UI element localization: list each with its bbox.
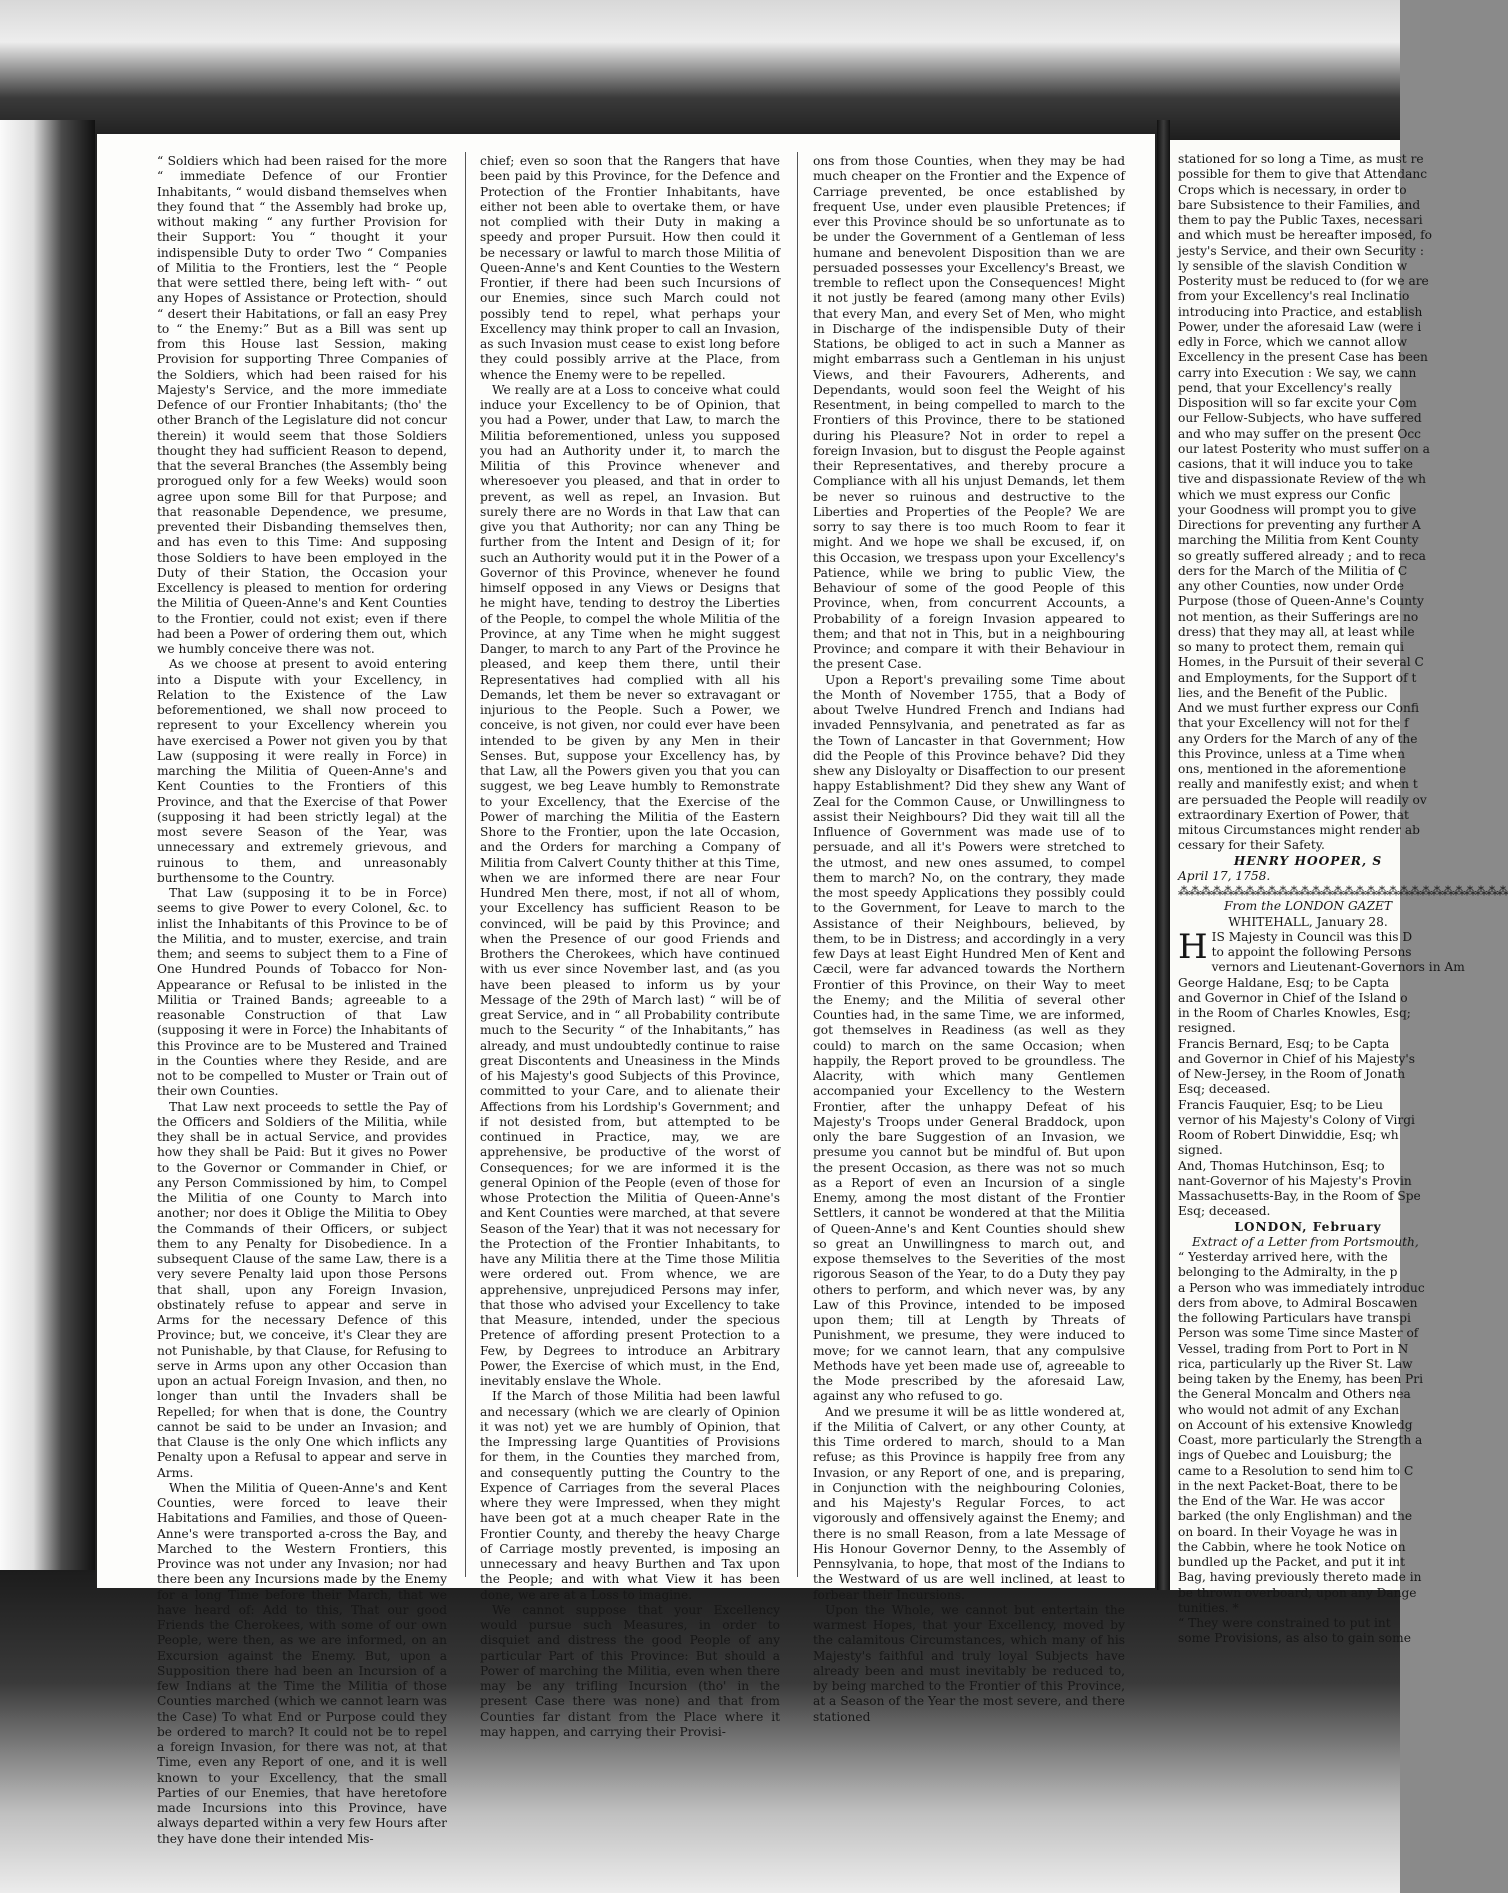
- paragraph: “ Soldiers which had been raised for the more “ immediate Defence of our Frontier Inhabitants, “ would disband themselves when they found that “ the Assembly had broke up, without making “ any further Provision for their Support: You “ thought it your indispensible Duty to order Two “ Companies of Militia to the Frontiers, lest the “ People that were settled there, being left with- “ out any Hopes of Assistance or Protection, should “ desert their Habitations, or fall an easy Prey to “ the Enemy:” But as a Bill was sent up from this House last Session, making Provision for supporting Three Companies of the Soldiers, which had been raised for his Majesty's Service, and the more immediate Defence of our Frontier Inhabitants; (tho' the other Branch of the Legislature did not concur therein) it would seem that those Soldiers thought they had sufficient Reason to depend, that the several Branches (the Assembly being prorogued only for a few Weeks) would soon agree upon some Bill for that Purpose; and that reasonable Dependence, we presume, prevented their Disbanding themselves then, and has even to this Time: And supposing those Soldiers to have been employed in the Duty of their Station, the Occasion your Excellency is pleased to mention for ordering the Militia of Queen-Anne's and Kent Counties to the Frontier, could not exist; even if there had been a Power of ordering them out, which we humbly conceive there was not.: [157, 154, 447, 656]
- paragraph: That Law (supposing it to be in Force) seems to give Power to every Colonel, &c. to inlist the Inhabitants of this Province to be of the Militia, and to muster, exercise, and train them; and seems to subject them to a Fine of One Hundred Pounds of Tobacco for Non-Appearance or Refusal to be inlisted in the Militia or Trained Bands; agreeable to a reasonable Construction of that Law (supposing it were in Force) the Inhabitants of this Province are to be Mustered and Trained in the Counties where they Reside, and are not to be compelled to Muster or Train out of their own Counties.: [157, 886, 447, 1099]
- text-line: any Orders for the March of any of the: [1178, 731, 1418, 746]
- text-line: Francis Fauquier, Esq; to be Lieu: [1178, 1097, 1383, 1112]
- text-line: any other Counties, now under Orde: [1178, 579, 1404, 593]
- text-line: ders for the March of the Militia of C: [1178, 563, 1408, 578]
- column-2: [480, 154, 780, 1740]
- text-line: resigned.: [1178, 1021, 1236, 1036]
- text-line: vernors and Lieutenant-Governors in Am: [1211, 960, 1465, 975]
- text-line: the Cabbin, where he took Notice on: [1178, 1539, 1406, 1554]
- text-line: nant-Governor of his Majesty's Provin: [1178, 1173, 1412, 1188]
- text-line: a Person who was immediately introduc: [1178, 1280, 1425, 1295]
- paragraph: And we presume it will be as little wondered at, if the Militia of Calvert, or any other County, at this Time ordered to march, should to a Man refuse; as this Province is happily free from any Invasion, or any Report of one, and is preparing, in Conjunction with the neighbouring Colonies, and his Majesty's Regular Forces, to act vigorously and offensively against the Enemy; and there is no small Reason, from a late Message of His Honour Governor Denny, to the Assembly of Pennsylvania, to hope, that most of the Indians to the Westward of us are well inclined, at least to forbear their Incursions.: [813, 1404, 1125, 1602]
- text-line: Esq; deceased.: [1178, 1204, 1271, 1219]
- london-heading: LONDON, February: [1234, 1219, 1382, 1234]
- text-line: signed.: [1178, 1143, 1223, 1158]
- text-line: on board. In their Voyage he was in: [1178, 1524, 1398, 1539]
- text-line: “ They were constrained to put int: [1178, 1616, 1391, 1630]
- text-line: Directions for preventing any further A: [1178, 518, 1421, 532]
- book-spine: [0, 120, 95, 1600]
- paragraph: When the Militia of Queen-Anne's and Kent Counties, were forced to leave their Habitations and Families, and those of Queen-Anne's were transported a-cross the Bay, and Marched to the Western Frontiers, this Province was not under any Invasion; nor had there been any Incursions made by the Enemy for a long Time before their March, that we have heard of: Add to this, That our good Friends the Cherokees, with some of our own People, were then, as we are informed, on an Excursion against the Enemy. But, upon a Supposition there had been an Incursion of a few Indians at the Time the Militia of those Counties marched (which we cannot learn was the Case) To what End or Purpose could they be ordered to march? It could not be to repel a foreign Invasion, for there was not, at that Time, even any Report of one, and it is well known to your Excellency, that the small Parties of our Enemies, that have heretofore made Incursions into this Province, have always departed within a very few Hours after they have done their intended Mis-: [157, 1480, 447, 1846]
- drop-cap: H: [1178, 926, 1208, 967]
- paragraph: chief; even so soon that the Rangers that have been paid by this Province, for the Defence and Protection of the Frontier Inhabitants, have either not been able to overtake them, or have not complied with their Duty in making a speedy and proper Pursuit. How then could it be necessary or lawful to march those Militia of Queen-Anne's and Kent Counties to the Western Frontier, if there had been such Incursions of our Enemies, since such March could not possibly tend to repel, what perhaps your Excellency may think proper to call an Invasion, as such Invasion must cease to exist long before they could possibly arrive at the Place, from whence the Enemy were to be repelled.: [480, 154, 780, 382]
- text-line: dress) that they may all, at least while: [1178, 624, 1415, 639]
- text-line: Purpose (those of Queen-Anne's County: [1178, 594, 1424, 609]
- text-line: and who may suffer on the present Occ: [1178, 426, 1422, 441]
- gazette-text: [1178, 926, 1465, 1220]
- text-line: the End of the War. He was accor: [1178, 1494, 1385, 1508]
- text-line: casions, that it will induce you to take: [1178, 457, 1414, 471]
- text-line: ings of Quebec and Louisburg; the: [1178, 1448, 1392, 1463]
- text-line: Person was some Time since Master of: [1178, 1326, 1419, 1341]
- text-line: possible for them to give that Attendanc: [1178, 167, 1428, 182]
- text-line: this Province, unless at a Time when: [1178, 746, 1405, 761]
- column-4: [1178, 152, 1508, 1647]
- gazette-place: WHITEHALL, January 28.: [1228, 914, 1388, 929]
- text-line: so many to protect them, remain qui: [1178, 640, 1404, 654]
- text-line: marching the Militia from Kent County: [1178, 533, 1419, 548]
- text-line: your Goodness will prompt you to give: [1178, 502, 1417, 517]
- column-3: [813, 154, 1125, 1725]
- text-line: vernor of his Majesty's Colony of Virgi: [1178, 1112, 1415, 1127]
- text-line: edly in Force, which we cannot allow: [1178, 335, 1408, 349]
- text-line: Vessel, trading from Port to Port in N: [1178, 1341, 1409, 1356]
- text-line: not mention, as their Sufferings are no: [1178, 609, 1419, 624]
- text-line: jesty's Service, and their own Security :: [1178, 243, 1425, 258]
- letter-text: [1178, 1250, 1438, 1647]
- text-line: and which must be hereafter imposed, fo: [1178, 228, 1432, 243]
- text-line: tunities. *: [1178, 1600, 1239, 1615]
- text-line: Power, under the aforesaid Law (were i: [1178, 319, 1422, 334]
- text-line: mitous Circumstances might render ab: [1178, 823, 1420, 837]
- text-line: came to a Resolution to send him to C: [1178, 1463, 1414, 1478]
- paragraph: We really are at a Loss to conceive what could induce your Excellency to be of Opinion, that you had a Power, under that Law, to march the Militia beforementioned, unless you supposed you had an Authority under it, to march the Militia of this Province whenever and wheresoever you pleased, and that in order to prevent, as well as repel, an Invasion. But surely there are no Words in that Law that can give you that Authority; nor can any Thing be further from the Intent and Design of it; for such an Authority would put it in the Power of a Governor of this Province, whenever he found himself opposed in any Views or Designs that he might have, tending to destroy the Liberties of the People, to compel the whole Militia of the Province, at any Time when he might suggest Danger, to march to any Part of the Province he pleased, and keep them there, until their Representatives had complied with all his Demands, let them be never so extravagant or injurious to the People. Such a Power, we conceive, is not given, nor could ever have been intended to be given by any Men in their Senses. But, suppose your Excellency has, by that Law, all the Powers given you that you can suggest, we beg Leave humbly to Remonstrate to your Excellency, that the Exercise of the Power of marching the Militia of the Eastern Shore to the Frontier, upon the late Occasion, and the Orders for marching a Company of Militia from Calvert County thither at this Time, when we are informed there are near Four Hundred Men there, most, if not all of whom, your Excellency has sufficient Reason to be convinced, will be paid by this Province; and when the Presence of our good Friends and Brothers the Cherokees, which have continued with us ever since November last, and (as you have been pleased to inform us by your Message of the 29th of March last) “ will be of great Service, and in “ all Probability contribute much to the Security “ of the Inhabitants,” has already, and must undoubtedly continue to raise great Discontents and Uneasiness in the Minds of his Majesty's good Subjects of this Province, committed to your Care, and to alienate their Affections from his Lordship's Government; and if not desisted from, but attempted to be continued in Practice, may, we are apprehensive, be productive of the worst of Consequences; for we are informed it is the general Opinion of the People (even of those for whose Protection the Militia of Queen-Anne's and Kent Counties were marched, at that severe Season of the Year) that it was not necessary for the Protection of the Frontier Inhabitants, to have any Militia there at the Time those Militia were ordered out. From whence, we are apprehensive, unprejudiced Persons may infer, that those who advised your Excellency to take that Measure, intended, under the specious Pretence of affording present Protection to a Few, by Degrees to introduce an Arbitrary Power, the Exercise of which must, in the End, inevitably enslave the Whole.: [480, 382, 780, 1388]
- ornament-rule: ⁂⁂⁂⁂⁂⁂⁂⁂⁂⁂⁂⁂⁂⁂⁂⁂⁂⁂⁂⁂⁂⁂⁂⁂⁂⁂⁂⁂⁂⁂: [1178, 884, 1508, 898]
- text-line: carry into Execution : We say, we cann: [1178, 365, 1417, 380]
- text-line: ders from above, to Admiral Boscawen: [1178, 1295, 1418, 1310]
- text-line: of New-Jersey, in the Room of Jonath: [1178, 1067, 1406, 1081]
- signature: HENRY HOOPER, S: [1233, 853, 1383, 868]
- paragraph: If the March of those Militia had been lawful and necessary (which we are clearly of Opinion it was not) yet we are humbly of Opinion, that the Impressing large Quantities of Provisions for them, in the Counties they marched from, and consequently putting the Country to the Expence of Carriages from the several Places where they were Impressed, when they might have been got at a much cheaper Rate in the Frontier County, and thereby the heavy Charge of Carriage mostly prevented, is imposing an unnecessary and heavy Burthen and Tax upon the People; and with what View it has been done, we are at a Loss to imagine.: [480, 1389, 780, 1602]
- extract-heading: Extract of a Letter from Portsmouth,: [1192, 1234, 1419, 1249]
- text-line: extraordinary Exertion of Power, that: [1178, 807, 1409, 822]
- text-line: rica, particularly up the River St. Law: [1178, 1356, 1413, 1371]
- text-line: Massachusetts-Bay, in the Room of Spe: [1178, 1189, 1421, 1203]
- text-line: introducing into Practice, and establish: [1178, 304, 1423, 319]
- text-line: them to pay the Public Taxes, necessari: [1178, 213, 1423, 227]
- text-line: our Fellow-Subjects, who have suffered: [1178, 411, 1422, 426]
- text-line: cessary for their Safety.: [1178, 838, 1325, 853]
- text-line: in the next Packet-Boat, there to be: [1178, 1478, 1398, 1493]
- text-line: in the Room of Charles Knowles, Esq;: [1178, 1006, 1411, 1020]
- text-line: Disposition will so far excite your Com: [1178, 396, 1417, 410]
- text-line: on Account of his extensive Knowledg: [1178, 1417, 1413, 1432]
- text-line: so greatly suffered already ; and to reca: [1178, 548, 1426, 563]
- paragraph: ons from those Counties, when they may be had much cheaper on the Frontier and the Expence of Carriage prevented, be once established by frequent Use, under even plausible Pretences; if ever this Province should be so unfortunate as to be under the Government of a Gentleman of less humane and benevolent Disposition than we are persuaded possesses your Excellency's Breast, we tremble to reflect upon the Consequences! Might it not justly be feared (among many other Evils) that every Man, and every Set of Men, who might in Discharge of the indispensible Duty of their Stations, be obliged to act in such a Manner as might embarrass such a Gentleman in his unjust Views, and their Favourers, Adherents, and Dependants, would soon feel the Weight of his Resentment, in being compelled to march to the Frontiers of this Province, there to be stationed during his Pleasure? Not in order to repel a foreign Invasion, but to disgust the People against their Representatives, and thereby procure a Compliance with all his unjust Demands, let them be never so ruinous and destructive to the Liberties and Properties of the People? We are sorry to say there is too much Room to fear it might. And we hope we shall be excused, if, on this Occasion, we trespass upon your Excellency's Patience, while we bring to public View, the Behaviour of some of the good People of this Province, when, from concurrent Accounts, a Probability of a foreign Invasion appeared to them; and that not in This, but in a neighbouring Province; and compare it with their Behaviour in the present Case.: [813, 154, 1125, 672]
- column-rule: [797, 152, 798, 1577]
- text-line: some Provisions, as also to gain some: [1178, 1631, 1411, 1646]
- text-line: that your Excellency will not for the f: [1178, 716, 1409, 731]
- column-rule: [465, 152, 466, 1577]
- text-line: Room of Robert Dinwiddie, Esq; wh: [1178, 1128, 1399, 1142]
- text-line: lies, and the Benefit of the Public.: [1178, 685, 1388, 700]
- text-line: which we must express our Confic: [1178, 487, 1391, 502]
- text-line: Homes, in the Pursuit of their several C: [1178, 655, 1424, 670]
- text-line: ly sensible of the slavish Condition w: [1178, 258, 1408, 273]
- text-line: are persuaded the People will readily ov: [1178, 792, 1427, 807]
- paragraph: We cannot suppose that your Excellency would pursue such Measures, in order to disquiet and distress the good People of any particular Part of this Province: But should a Power of marching the Militia, even when there may be any trifling Incursion (tho' in the present Case there was none) and that from Counties far distant from the Place where it may happen, and carrying their Provisi-: [480, 1602, 780, 1739]
- text-line: pend, that your Excellency's really: [1178, 380, 1392, 395]
- paragraph: As we choose at present to avoid entering into a Dispute with your Excellency, in Relation to the Existence of the Law beforementioned, we shall now proceed to represent to your Excellency wherein you have exercised a Power not given you by that Law (supposing it were really in Force) in marching the Militia of Queen-Anne's and Kent Counties to the Frontiers of this Province, and that the Exercise of that Power (supposing it had been strictly legal) at the most severe Season of the Year, was unnecessary and extremely grievous, and ruinous to them, and unreasonably burthensome to the Country.: [157, 657, 447, 885]
- left-page: [95, 132, 1157, 1846]
- text-line: the following Particulars have transpi: [1178, 1311, 1411, 1325]
- text-line: to appoint the following Persons: [1211, 945, 1412, 959]
- text-line: from your Excellency's real Inclinatio: [1178, 289, 1410, 304]
- text-line: Esq; deceased.: [1178, 1082, 1271, 1097]
- text-line: stationed for so long a Time, as must re: [1178, 152, 1424, 166]
- paragraph: Upon the Whole, we cannot but entertain the warmest Hopes, that your Excellency, moved by the calamitous Circumstances, which many of his Majesty's faithful and truly loyal Subjects have already been and must inevitably be reduced to, by being marched to the Frontier of this Province, at a Season of the Year the most severe, and there stationed: [813, 1602, 1125, 1724]
- text-line: the General Moncalm and Others nea: [1178, 1387, 1411, 1402]
- text-line: Crops which is necessary, in order to: [1178, 182, 1407, 197]
- text-line: bundled up the Packet, and put it int: [1178, 1555, 1405, 1569]
- column-1: [157, 154, 447, 1847]
- dateline: April 17, 1758.: [1178, 868, 1271, 883]
- text-line: really and manifestly exist; and when t: [1178, 777, 1418, 792]
- text-line: be thrown overboard, upon any Dange: [1178, 1585, 1417, 1600]
- column-4-text: [1178, 152, 1438, 854]
- right-page: [1170, 140, 1508, 1646]
- paragraph: Upon a Report's prevailing some Time about the Month of November 1755, that a Body of about Twelve Hundred French and Indians had invaded Pennsylvania, and penetrated as far as the Town of Lancaster in that Government; How did the People of this Province behave? Did they shew any Disloyalty or Disaffection to our present happy Establishment? Did they shew any Want of Zeal for the Common Cause, or Unwillingness to assist their Neighbours? Did they wait till all the Influence of Government was made use of to persuade, and all it's Powers were stretched to the utmost, and new ones assumed, to compel them to march? No, on the contrary, they made the most speedy Applications they possibly could to the Government, for Leave to march to the Assistance of their Neighbours, believed, by them, to be in Distress; and accordingly in a very few Days at least Eight Hundred Men of Kent and Cæcil, were far advanced towards the Northern Frontier of this Province, on their Way to meet the Enemy; and the Militia of several other Counties had, in the same Time, we are informed, got themselves in Readiness (as well as they could) to march on the same Occasion; when happily, the Report proved to be groundless. The Alacrity, with which many Gentlemen accompanied your Excellency to the Western Frontier, after the unhappy Defeat of his Majesty's Troops under General Braddock, upon only the bare Suggestion of an Invasion, we presume you cannot but be mindful of. But upon the present Occasion, as there was not so much as a Report of even an Incursion of a single Enemy, among the most distant of the Frontier Settlers, it cannot be wondered at that the Militia of Queen-Anne's and Kent Counties should shew so great an Unwillingness to march out, and expose themselves to the Severities of the most rigorous Season of the Year, to do a Duty they pay others to perform, and which never was, by any Law of this Province, intended to be imposed upon them; till at Length by Threats of Punishment, we presume, they were induced to move; for we cannot learn, that any compulsive Methods have yet been made use of, agreeable to the Mode prescribed by the aforesaid Law, against any who refused to go.: [813, 672, 1125, 1404]
- text-line: and Governor in Chief of the Island o: [1178, 990, 1408, 1005]
- text-line: Francis Bernard, Esq; to be Capta: [1178, 1036, 1390, 1051]
- top-shadow: [0, 0, 1400, 140]
- text-line: who would not admit of any Exchan: [1178, 1402, 1400, 1417]
- text-line: our latest Posterity who must suffer on a: [1178, 441, 1430, 456]
- text-line: Coast, more particularly the Strength a: [1178, 1433, 1423, 1447]
- text-line: bare Subsistence to their Families, and: [1178, 197, 1421, 212]
- text-line: And, Thomas Hutchinson, Esq; to: [1178, 1158, 1385, 1173]
- text-line: Excellency in the present Case has been: [1178, 350, 1428, 365]
- text-line: tive and dispassionate Review of the wh: [1178, 472, 1426, 487]
- text-line: being taken by the Enemy, has been Pri: [1178, 1372, 1423, 1386]
- text-line: “ Yesterday arrived here, with the: [1178, 1250, 1388, 1264]
- gazette-source: From the LONDON GAZET: [1224, 899, 1392, 914]
- text-line: Posterity must be reduced to (for we are: [1178, 274, 1429, 288]
- text-line: ons, mentioned in the aforementione: [1178, 762, 1407, 776]
- paragraph: That Law next proceeds to settle the Pay of the Officers and Soldiers of the Militia, while they shall be in actual Service, and provides how they shall be Paid: But it gives no Power to the Governor or Commander in Chief, or any Person Commissioned by him, to Compel the Militia of one County to March into another; nor does it Oblige the Militia to Obey the Commands of their Officers, or subject them to any Penalty for Disobedience. In a subsequent Clause of the same Law, there is a very severe Penalty laid upon those Persons that shall, upon any Foreign Invasion, obstinately refuse to appear and serve in Arms for the necessary Defence of this Province; but, we conceive, it's Clear they are not Punishable, by that Clause, for Refusing to serve in Arms upon any other Occasion than upon an actual Foreign Invasion, and then, no longer than until the Invaders shall be Repelled; for when that is done, the Country cannot be said to be under an Invasion; and that Clause is the only One which inflicts any Penalty upon a Refusal to appear and serve in Arms.: [157, 1099, 447, 1480]
- text-line: belonging to the Admiralty, in the p: [1178, 1265, 1398, 1280]
- text-line: and Governor in Chief of his Majesty's: [1178, 1051, 1415, 1066]
- text-line: and Employments, for the Support of t: [1178, 670, 1417, 685]
- text-line: IS Majesty in Council was this D: [1211, 929, 1413, 944]
- text-line: George Haldane, Esq; to be Capta: [1178, 975, 1390, 990]
- page-gutter: [1157, 120, 1170, 1590]
- text-line: barked (the only Englishman) and the: [1178, 1509, 1413, 1524]
- text-line: Bag, having previously thereto made in: [1178, 1570, 1422, 1585]
- text-line: And we must further express our Confi: [1178, 701, 1419, 715]
